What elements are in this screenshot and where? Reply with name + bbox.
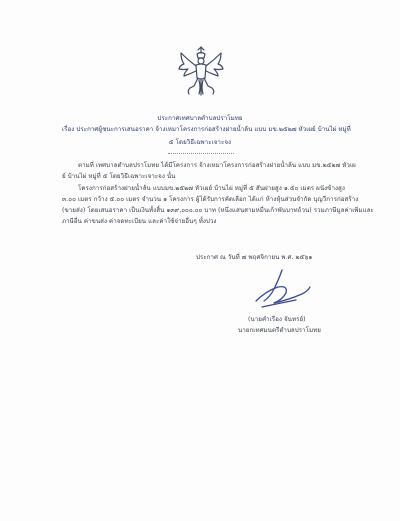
subject-line-continued: ๕ โดยวิธีเฉพาะเจาะจง — [168, 139, 232, 146]
subject-line: เรื่อง ประกาศผู้ชนะการเสนอราคา จ้างเหมาโครงการก่อสร้างฝายน้ำล้น แบบ มข.๒๕๒๗ หัวเผย์ บ้านไผ่ หมู่ที่ — [62, 126, 351, 133]
signer-name: (นายคำเรือง จันทรย์) — [248, 316, 306, 323]
paragraph2-line3: (ขายส่ง) โดยเสนอราคา เป็นเงินทั้งสิ้น ๑๓๙,๐๐๐.๐๐ บาท (หนึ่งแสนสามหมื่นเก้าพันบาทถ้วน) รวมภาษีมูลค่าเพิ่มและ — [62, 207, 374, 214]
handwritten-signature-icon — [252, 267, 312, 309]
paragraph2-line2: ๓.๐๐ เมตร กว้าง ๕.๐๐ เมตร จำนวน ๑ โครงการ ผู้ได้รับการคัดเลือก ได้แก่ ห้างหุ้นส่วนจำกัด บุญวีการก่อสร้าง — [62, 196, 359, 203]
paragraph2-line1: โครงการก่อสร้างฝายน้ำล้น แบบมข.๒๕๒๗ หัวเผย์ บ้านไผ่ หมู่ที่ ๕ สันฝายสูง ๑.๕๐ เมตร ผนังข้างสูง — [78, 185, 345, 192]
garuda-emblem-icon — [175, 44, 227, 98]
document-title: ประกาศเทศบาลตำบลปราโมทย — [157, 115, 243, 122]
announcement-date: ประกาศ ณ วันที่ ๗ พฤศจิกายน พ.ศ. ๒๕๖๑ — [196, 254, 313, 261]
signer-position: นายกเทศมนตรีตำบลปราโมทย — [238, 327, 321, 334]
paragraph2-line4: ภาษีอื่น ค่าขนส่ง ค่าจดทะเบียน และค่าใช้จ่ายอื่นๆ ทั้งปวง — [62, 218, 217, 225]
separator-rule — [168, 153, 234, 154]
paragraph1-line1: ตามที่ เทศบาลตำบลปราโมทย ได้มีโครงการ จ้างเหมาโครงการก่อสร้างฝายน้ำล้น แบบ มข.๒๕๒๗ หัวเผ — [78, 162, 356, 169]
paragraph1-line2: ย์ บ้านไผ่ หมู่ที่ ๕ โดยวิธีเฉพาะเจาะจง นั้น — [62, 173, 176, 180]
